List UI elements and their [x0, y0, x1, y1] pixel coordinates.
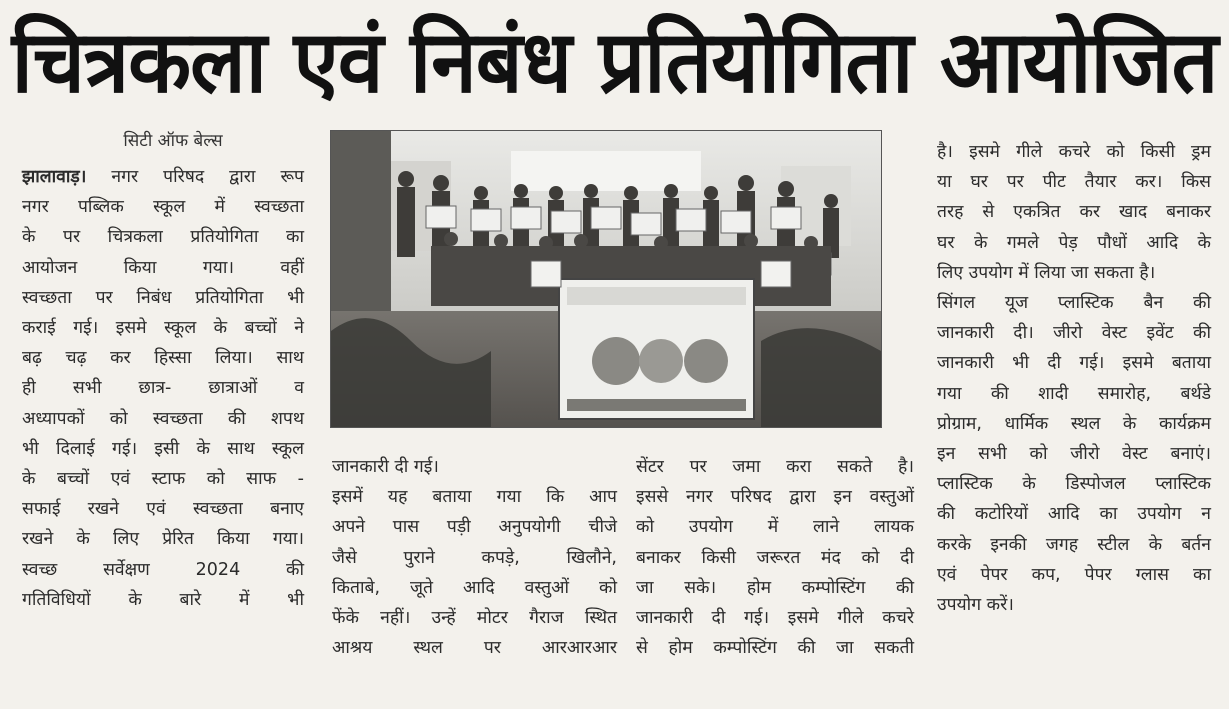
- column-line: फेंके नहीं। उन्हें मोटर गैराज स्थित: [332, 608, 617, 629]
- article-column-3: [636, 452, 914, 663]
- column-line: जा सके। होम कम्पोस्टिंग की: [636, 577, 914, 598]
- column-line: से होम कम्पोस्टिंग की जा सकती: [636, 638, 914, 659]
- article-column-2: [332, 452, 617, 663]
- column-line: नगर परिषद द्वारा रूप: [111, 167, 304, 187]
- column-line: सिंगल यूज प्लास्टिक बैन की: [937, 293, 1211, 314]
- column-line: ही सभी छात्र- छात्राओं व: [22, 378, 304, 399]
- byline: सिटी ऑफ बेल्स: [123, 131, 223, 151]
- column-line: के बच्चों एवं स्टाफ को साफ -: [22, 469, 304, 490]
- column-line: किताबे, जूते आदि वस्तुओं को: [332, 577, 617, 598]
- column-line: लिए उपयोग में लिया जा सकता है।: [937, 262, 1156, 283]
- column-line: सेंटर पर जमा करा सकते है।: [636, 457, 914, 477]
- column-line: जैसे पुराने कपड़े, खिलौने,: [332, 547, 617, 568]
- column-line: कराई गई। इसमे स्कूल के बच्चों ने: [22, 318, 304, 339]
- column-line: आश्रय स्थल पर आरआरआर: [332, 638, 617, 659]
- headline: चित्रकला एवं निबंध प्रतियोगिता आयोजित: [11, 12, 1218, 113]
- column-line: जानकारी दी गई। इसमे गीले कचरे: [636, 608, 914, 629]
- column-line: भी दिलाई गई। इसी के साथ स्कूल: [22, 438, 304, 459]
- column-line: या घर पर पीट तैयार कर। किस: [937, 172, 1211, 193]
- column-line: बनाकर किसी जरूरत मंद को दी: [636, 547, 914, 568]
- event-photo: [330, 130, 882, 428]
- article-column-1: [22, 162, 304, 615]
- column-line: स्वच्छ सर्वेक्षण 2024 की: [22, 559, 304, 580]
- column-line: बढ़ चढ़ कर हिस्सा लिया। साथ: [22, 348, 304, 369]
- column-line: घर के गमले पेड़ पौधों आदि के: [937, 232, 1211, 253]
- column-line: इसमें यह बताया गया कि आप: [332, 487, 617, 508]
- column-line: अपने पास पड़ी अनुपयोगी चीजे: [332, 517, 617, 538]
- column-line: के पर चित्रकला प्रतियोगिता का: [22, 227, 304, 248]
- column-line: गतिविधियों के बारे में भी: [22, 589, 304, 610]
- column-line: प्रोग्राम, धार्मिक स्थल के कार्यक्रम: [937, 413, 1211, 434]
- column-line: की कटोरियों आदि का उपयोग न: [937, 504, 1211, 525]
- column-line: स्वच्छता पर निबंध प्रतियोगिता भी: [22, 287, 304, 308]
- column-line: इन सभी को जीरो वेस्ट बनाएं।: [937, 444, 1211, 465]
- column-line: नगर पब्लिक स्कूल में स्वच्छता: [22, 197, 304, 218]
- event-photo-illustration: [331, 131, 881, 427]
- column-line: तरह से एकत्रित कर खाद बनाकर: [937, 202, 1211, 223]
- column-line: है। इसमे गीले कचरे को किसी ड्रम: [937, 142, 1211, 162]
- column-line: इससे नगर परिषद द्वारा इन वस्तुओं: [636, 487, 914, 508]
- column-line: एवं पेपर कप, पेपर ग्लास का: [937, 564, 1211, 585]
- column-line: जानकारी दी गई।: [332, 457, 439, 477]
- column-line: जानकारी दी। जीरो वेस्ट इवेंट की: [937, 323, 1211, 344]
- dateline: झालावाड़।: [22, 167, 87, 187]
- column-line: प्लास्टिक के डिस्पोजल प्लास्टिक: [937, 474, 1211, 495]
- column-line: जानकारी भी दी गई। इसमे बताया: [937, 353, 1211, 374]
- column-line: अध्यापकों को स्वच्छता की शपथ: [22, 408, 304, 429]
- column-line: उपयोग करें।: [937, 595, 1014, 616]
- column-line: करके इनकी जगह स्टील के बर्तन: [937, 534, 1211, 555]
- article-column-4: [937, 137, 1211, 620]
- column-line: गया की शादी समारोह, बर्थडे: [937, 383, 1211, 404]
- column-line: आयोजन किया गया। वहीं: [22, 257, 304, 278]
- column-line: सफाई रखने एवं स्वच्छता बनाए: [22, 499, 304, 520]
- column-line: को उपयोग में लाने लायक: [636, 517, 914, 538]
- column-line: रखने के लिए प्रेरित किया गया।: [22, 529, 304, 550]
